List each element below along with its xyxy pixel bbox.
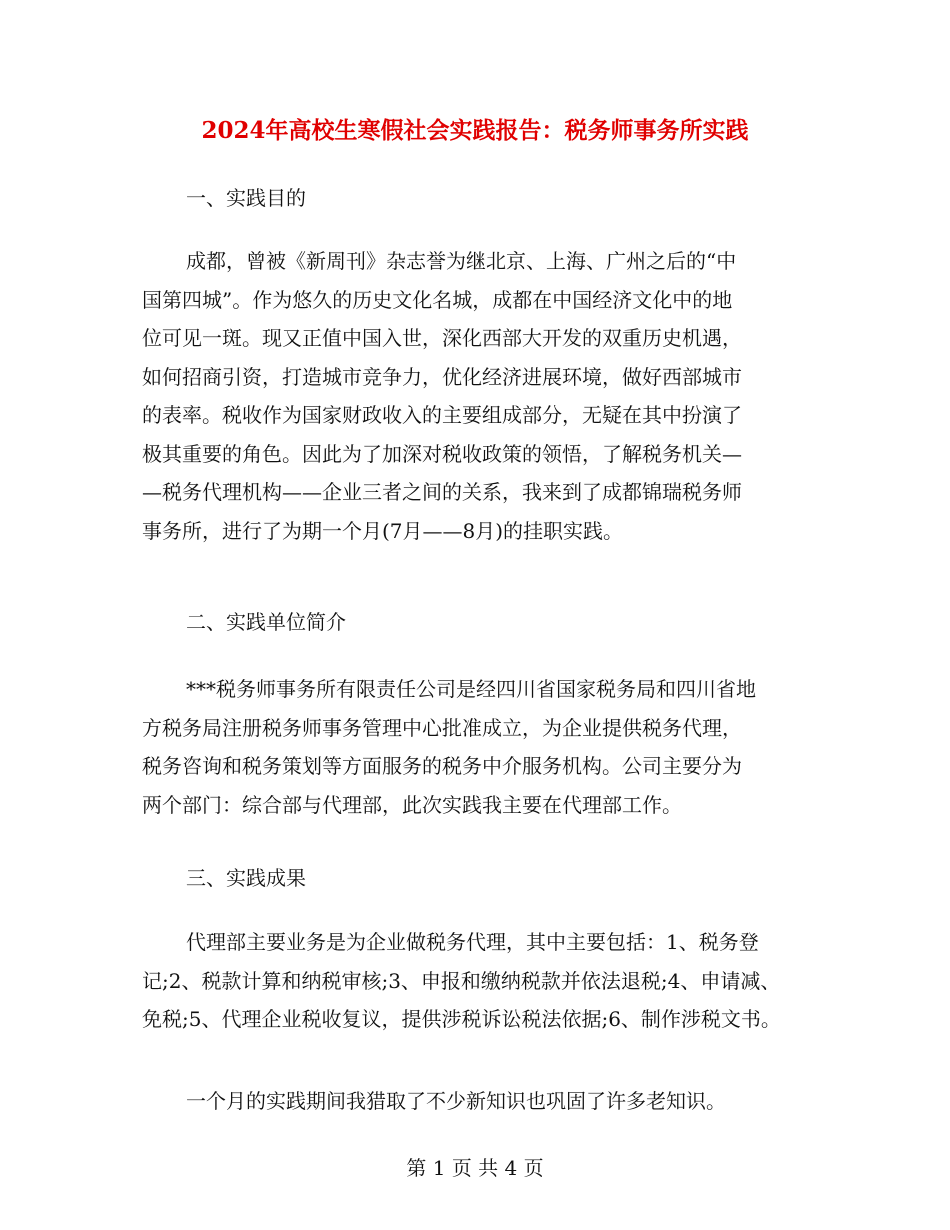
section-heading-company: 二、实践单位简介 xyxy=(186,610,346,634)
paragraph-line: —税务代理机构——企业三者之间的关系，我来到了成都锦瑞税务师 xyxy=(142,480,742,504)
paragraph-company xyxy=(142,670,812,824)
paragraph-results xyxy=(142,923,812,1039)
paragraph-line: 国第四城”。作为悠久的历史文化名城，成都在中国经济文化中的地 xyxy=(142,287,733,312)
paragraph-line: 极其重要的角色。因此为了加深对税收政策的领悟，了解税务机关— xyxy=(142,441,742,466)
paragraph-line: 成都，曾被《新周刊》杂志誉为继北京、上海、广州之后的“中 xyxy=(186,249,737,273)
section-heading-results: 三、实践成果 xyxy=(186,866,306,890)
section-heading-purpose: 一、实践目的 xyxy=(186,186,306,210)
paragraph-line: ***税务师事务所有限责任公司是经四川省国家税务局和四川省地 xyxy=(186,677,756,701)
paragraph-purpose xyxy=(142,242,812,550)
paragraph-line: 两个部门：综合部与代理部，此次实践我主要在代理部工作。 xyxy=(142,792,682,817)
paragraph-line: 一个月的实践期间我猎取了不少新知识也巩固了许多老知识。 xyxy=(186,1089,726,1113)
document-title: 2024年高校生寒假社会实践报告：税务师事务所实践 xyxy=(201,117,749,144)
paragraph-line: 免税;5、代理企业税收复议，提供涉税诉讼税法依据;6、制作涉税文书。 xyxy=(142,1007,781,1031)
paragraph-line: 事务所，进行了为期一个月(7月——8月)的挂职实践。 xyxy=(142,518,624,543)
paragraph-line: 方税务局注册税务师事务管理中心批准成立，为企业提供税务代理， xyxy=(142,715,742,740)
paragraph-line: 代理部主要业务是为企业做税务代理，其中主要包括：1、税务登 xyxy=(186,930,759,954)
page-footer: 第 1 页 共 4 页 xyxy=(406,1156,544,1180)
paragraph-line: 位可见一斑。现又正值中国入世，深化西部大开发的双重历史机遇， xyxy=(142,326,742,350)
paragraph-line: 记;2、税款计算和纳税审核;3、申报和缴纳税款并依法退税;4、申请减、 xyxy=(142,968,781,993)
paragraph-line: 税务咨询和税务策划等方面服务的税务中介服务机构。公司主要分为 xyxy=(142,754,742,778)
paragraph-line: 如何招商引资，打造城市竞争力，优化经济进展环境，做好西部城市 xyxy=(142,364,742,389)
paragraph-summary xyxy=(142,1082,812,1121)
paragraph-line: 的表率。税收作为国家财政收入的主要组成部分，无疑在其中扮演了 xyxy=(142,403,742,427)
